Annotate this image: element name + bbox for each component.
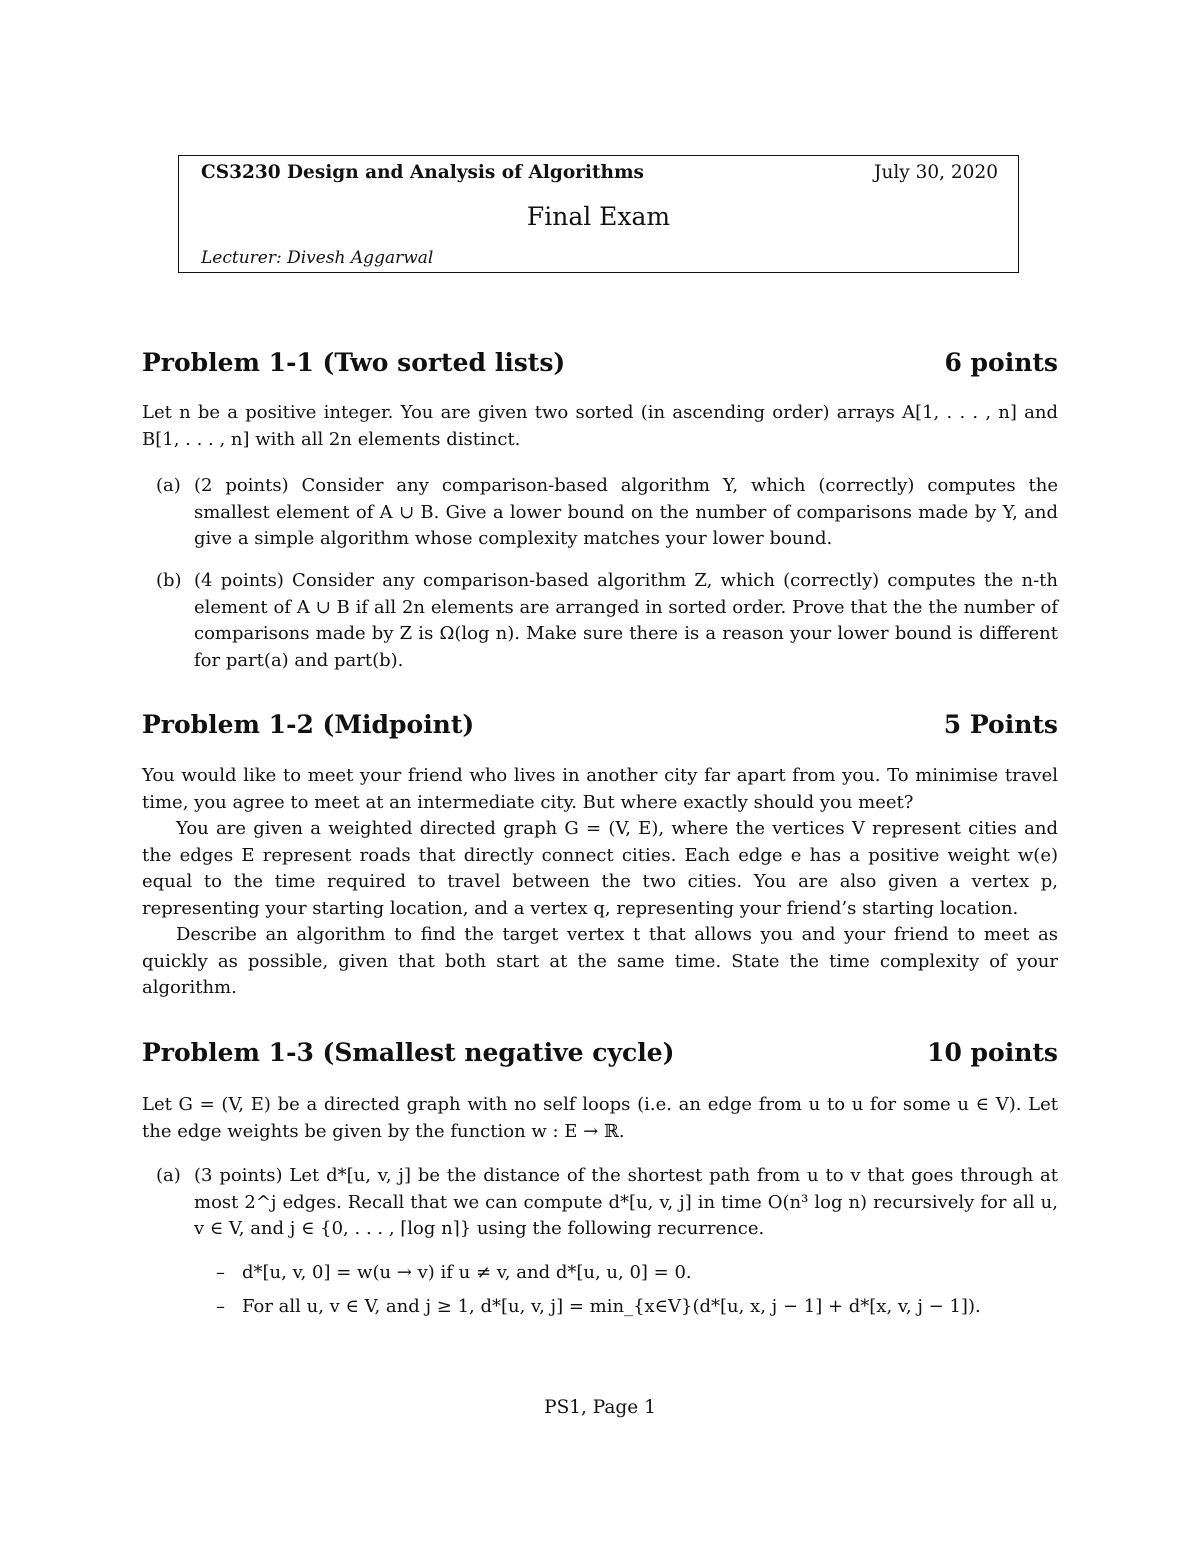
- part-label: (a): [156, 1165, 181, 1186]
- problem-1-2-heading: [142, 710, 1058, 739]
- part-text: (4 points) Consider any comparison-based algorithm Z, which (correctly) computes the n-th element of A ∪ B if all 2n elements are arranged in sorted order. Prove that the the number of comparisons made by Z is Ω(log n). Make sure there is a reason your lower bound is different for part(a) and part(b).: [194, 570, 1058, 671]
- paragraph: You are given a weighted directed graph G = (V, E), where the vertices V represent cities and the edges E represent roads that directly connect cities. Each edge e has a positive weight w(e) equal to the time required to travel between the two cities. You are also given a vertex p, representing your starting location, and a vertex q, representing your friend’s starting location.: [142, 818, 1058, 919]
- problem-1-1-part-a: [142, 473, 1058, 553]
- part-label: (a): [156, 475, 181, 496]
- course-title: CS3230 Design and Analysis of Algorithms: [201, 162, 644, 183]
- bullet-marker: –: [216, 1262, 225, 1283]
- problem-1-3-part-a: [142, 1163, 1058, 1243]
- problem-title: Problem 1-2 (Midpoint): [142, 710, 475, 739]
- recurrence-item: [216, 1294, 1058, 1320]
- recurrence-item: [216, 1260, 1058, 1286]
- header-box: [178, 155, 1019, 273]
- lecturer: Lecturer: Divesh Aggarwal: [201, 248, 434, 268]
- problem-title: Problem 1-3 (Smallest negative cycle): [142, 1038, 675, 1067]
- part-text: (2 points) Consider any comparison-based algorithm Y, which (correctly) computes the smallest element of A ∪ B. Give a lower bound on the number of comparisons made by Y, and give a simple algorithm whose complexity matches your lower bound.: [194, 475, 1058, 549]
- exam-date: July 30, 2020: [874, 162, 998, 183]
- problem-points: 5 Points: [943, 710, 1058, 739]
- paragraph: Describe an algorithm to find the target vertex t that allows you and your friend to meet as quickly as possible, given that both start at the same time. State the time complexity of your algorithm.: [142, 924, 1058, 998]
- part-text: (3 points) Let d*[u, v, j] be the distance of the shortest path from u to v that goes through at most 2^j edges. Recall that we can compute d*[u, v, j] in time O(n³ log n) recursively for all u, v ∈ V, and j ∈ {0, . . . , ⌈log n⌉} using the following recurrence.: [194, 1165, 1058, 1239]
- problem-1-1-part-b: [142, 568, 1058, 674]
- problem-1-1-intro: Let n be a positive integer. You are given two sorted (in ascending order) arrays A[1, . . . , n] and B[1, . . . , n] with all 2n elements distinct.: [142, 402, 1058, 450]
- problem-1-2-body: [142, 763, 1058, 1002]
- paragraph: You would like to meet your friend who lives in another city far apart from you. To minimise travel time, you agree to meet at an intermediate city. But where exactly should you meet?: [142, 765, 1058, 813]
- problem-points: 10 points: [927, 1038, 1058, 1067]
- exam-title: Final Exam: [526, 202, 671, 231]
- part-label: (b): [156, 570, 182, 591]
- problem-1-3-heading: [142, 1038, 1058, 1067]
- bullet-marker: –: [216, 1296, 225, 1317]
- problem-title: Problem 1-1 (Two sorted lists): [142, 348, 566, 377]
- recurrence-text: d*[u, v, 0] = w(u → v) if u ≠ v, and d*[u, u, 0] = 0.: [242, 1262, 692, 1283]
- recurrence-text: For all u, v ∈ V, and j ≥ 1, d*[u, v, j] = min_{x∈V}(d*[u, x, j − 1] + d*[x, v, j − 1]).: [242, 1296, 981, 1317]
- page-footer: PS1, Page 1: [544, 1397, 656, 1418]
- problem-1-1-heading: [142, 348, 1058, 377]
- problem-points: 6 points: [944, 348, 1058, 377]
- problem-1-3-intro: Let G = (V, E) be a directed graph with no self loops (i.e. an edge from u to u for some u ∈ V). Let the edge weights be given by the function w : E → ℝ.: [142, 1094, 1058, 1142]
